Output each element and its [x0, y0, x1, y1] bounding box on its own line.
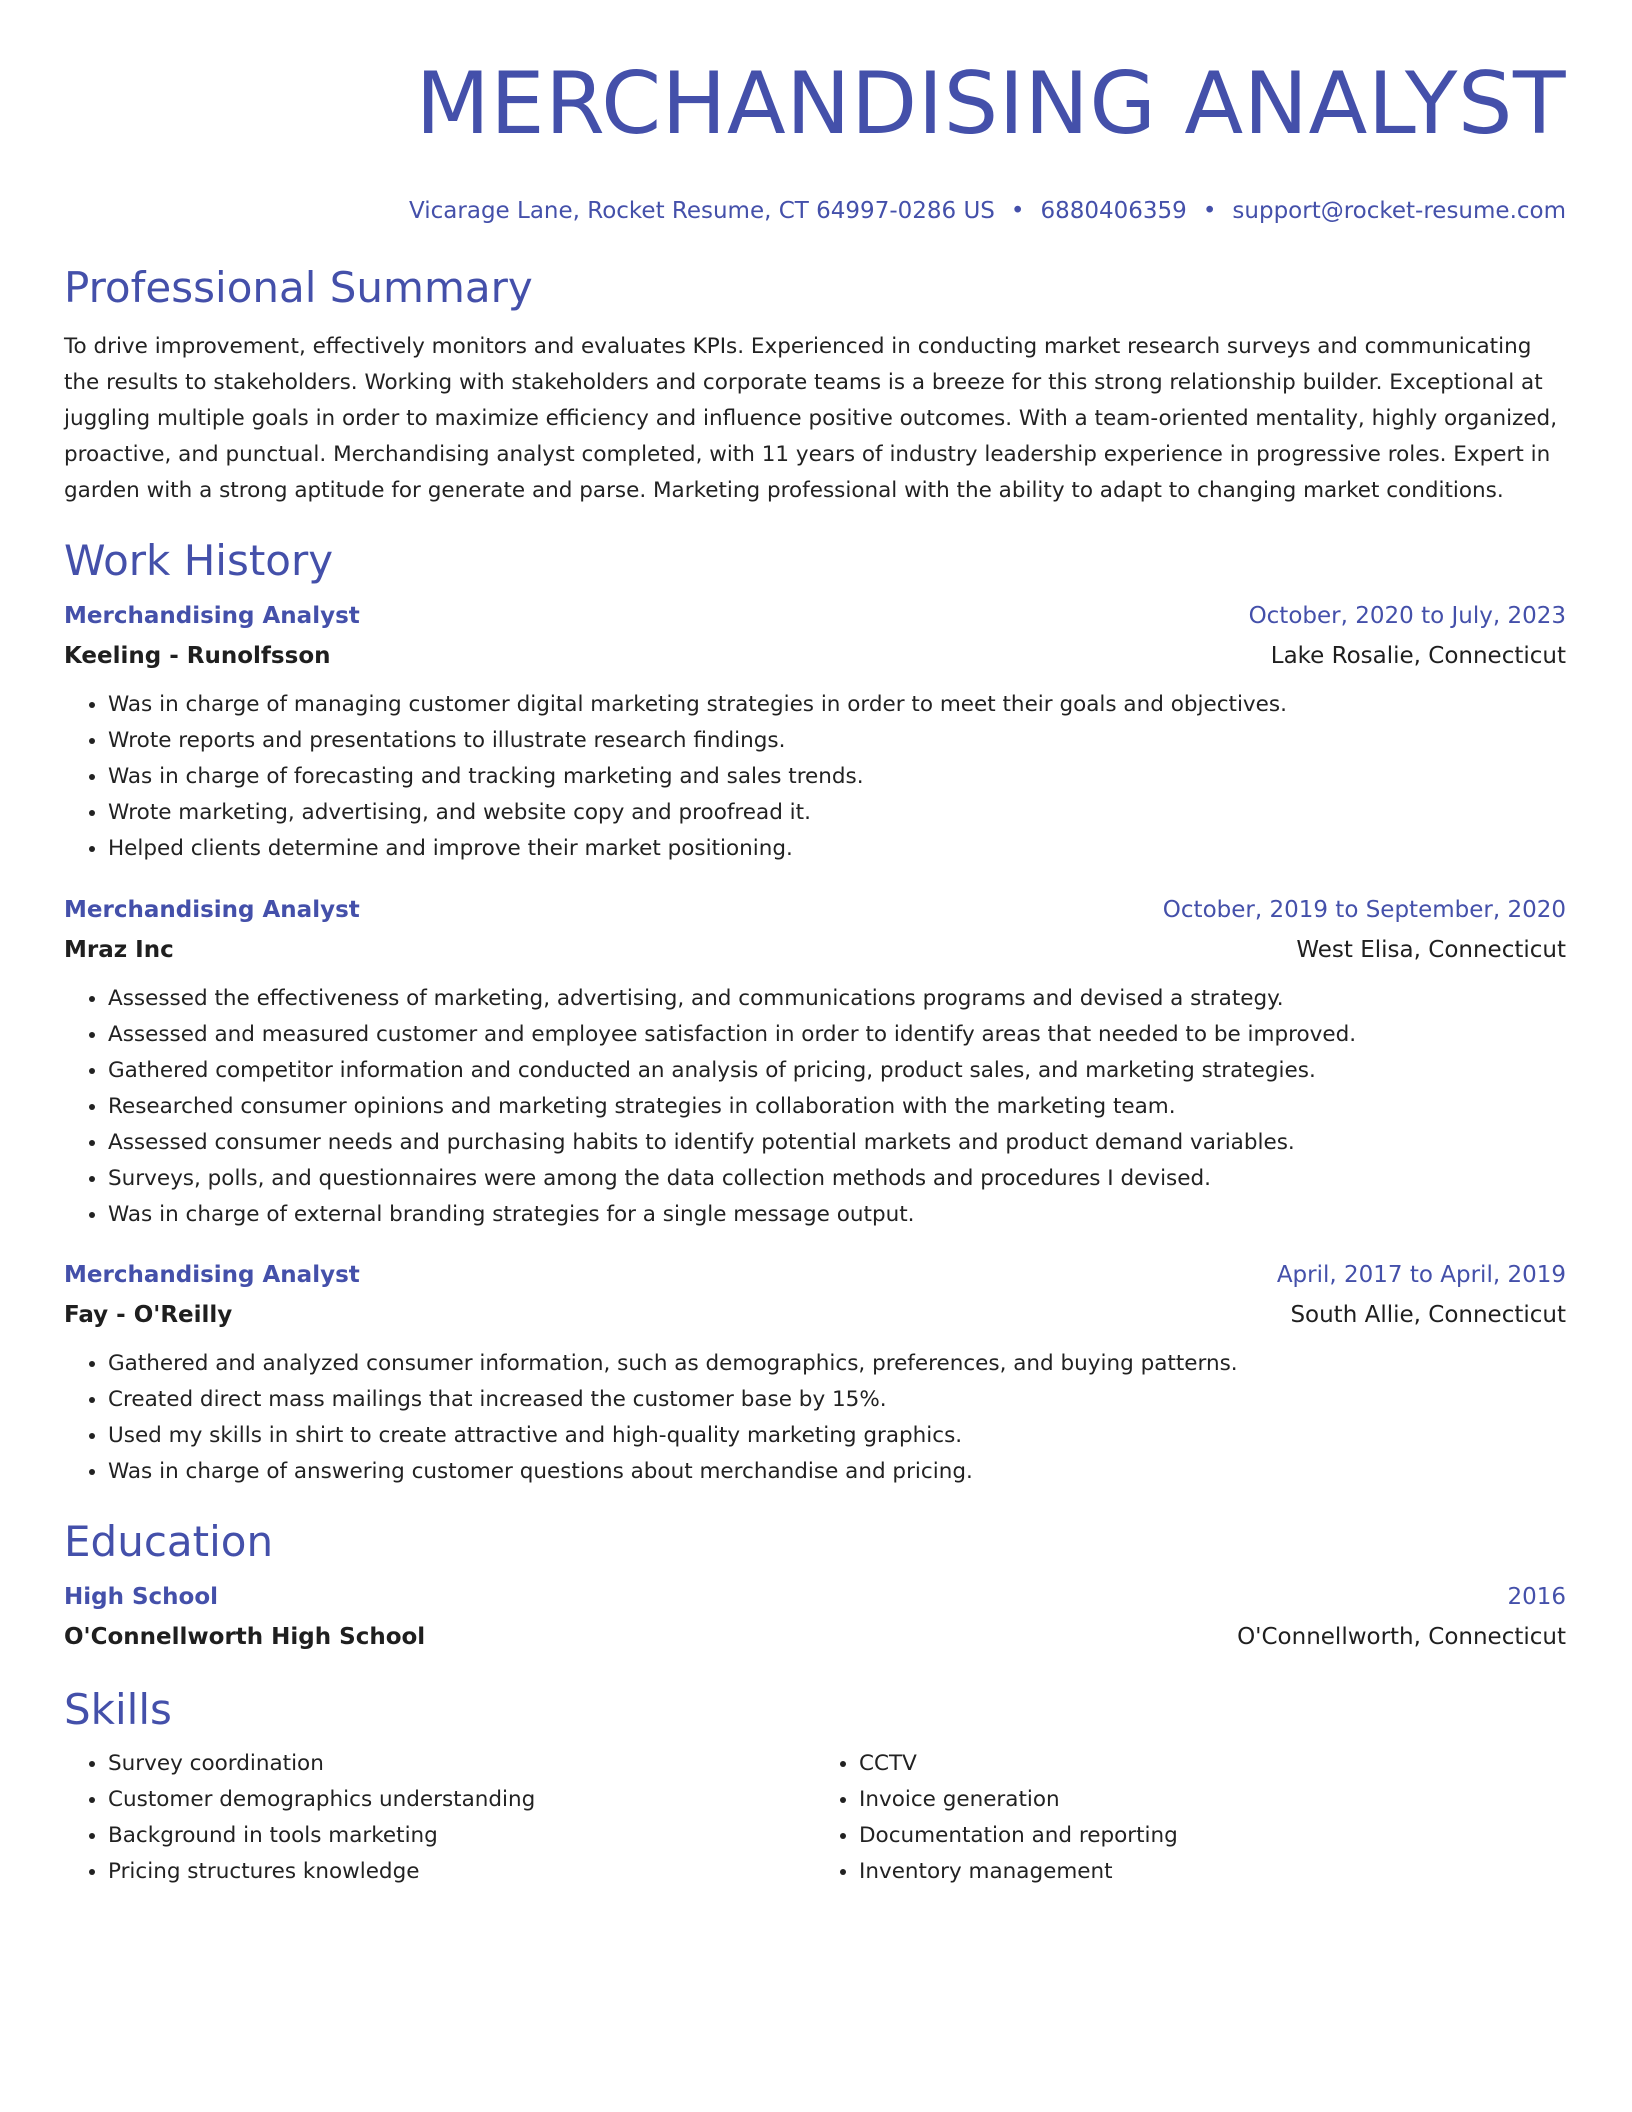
education-location: O'Connellworth, Connecticut	[1237, 1624, 1566, 1650]
job-company-row	[64, 1300, 1566, 1330]
job-dates: October, 2019 to September, 2020	[1162, 897, 1566, 923]
skills-list-right	[815, 1746, 1566, 1890]
job-bullet: • Researched consumer opinions and marketing strategies in collaboration with the marketing team.	[108, 1089, 1566, 1125]
job-title: Merchandising Analyst	[64, 897, 360, 923]
job-bullet: • Gathered competitor information and conducted an analysis of pricing, product sales, and marketing strategies.	[108, 1053, 1566, 1089]
job-bullets	[64, 687, 1566, 867]
contact-phone: 6880406359	[1040, 198, 1187, 224]
job-entry	[64, 1260, 1566, 1490]
job-bullet: • Helped clients determine and improve their market positioning.	[108, 831, 1566, 867]
job-title-row	[64, 1260, 1566, 1290]
skill-item: • Customer demographics understanding	[108, 1782, 815, 1818]
contact-address: Vicarage Lane, Rocket Resume, CT 64997-0286 US	[409, 198, 995, 224]
job-bullet: • Was in charge of managing customer digital marketing strategies in order to meet their goals and objectives.	[108, 687, 1566, 723]
skills-list-left	[64, 1746, 815, 1890]
contact-email: support@rocket-resume.com	[1232, 198, 1566, 224]
job-bullet: • Was in charge of answering customer questions about merchandise and pricing.	[108, 1454, 1566, 1490]
education-school: O'Connellworth High School	[64, 1624, 426, 1650]
job-bullet: • Assessed the effectiveness of marketing, advertising, and communications programs and devised a strategy.	[108, 981, 1566, 1017]
section-title-summary: Professional Summary	[64, 263, 533, 312]
job-company: Keeling - Runolfsson	[64, 643, 331, 669]
resume-header	[64, 0, 1566, 226]
job-location: South Allie, Connecticut	[1290, 1302, 1566, 1328]
education-year: 2016	[1507, 1584, 1566, 1610]
contact-separator: •	[1010, 198, 1025, 224]
job-bullet: • Was in charge of external branding strategies for a single message output.	[108, 1197, 1566, 1233]
skill-item: • Invoice generation	[859, 1782, 1566, 1818]
job-location: Lake Rosalie, Connecticut	[1270, 643, 1566, 669]
education-entry	[64, 1582, 1566, 1652]
job-title-row	[64, 601, 1566, 631]
skill-item: • Survey coordination	[108, 1746, 815, 1782]
skill-item: • Inventory management	[859, 1854, 1566, 1890]
job-title: Merchandising Analyst	[64, 1262, 360, 1288]
job-company-row	[64, 641, 1566, 671]
job-bullet: • Surveys, polls, and questionnaires were among the data collection methods and procedures I devised.	[108, 1161, 1566, 1197]
job-bullets	[64, 981, 1566, 1233]
job-bullet: • Used my skills in shirt to create attractive and high-quality marketing graphics.	[108, 1418, 1566, 1454]
contact-line	[64, 196, 1566, 226]
job-entry	[64, 601, 1566, 867]
job-dates: April, 2017 to April, 2019	[1276, 1262, 1566, 1288]
section-title-work-history: Work History	[64, 536, 334, 585]
job-dates: October, 2020 to July, 2023	[1248, 603, 1566, 629]
section-title-education: Education	[64, 1517, 274, 1566]
skill-item: • CCTV	[859, 1746, 1566, 1782]
skill-item: • Documentation and reporting	[859, 1818, 1566, 1854]
job-bullet: • Created direct mass mailings that increased the customer base by 15%.	[108, 1382, 1566, 1418]
resume-name: MERCHANDISING ANALYST	[415, 54, 1566, 154]
skills-grid	[64, 1746, 1566, 1890]
section-title-skills: Skills	[64, 1685, 172, 1734]
education-degree: High School	[64, 1584, 219, 1610]
job-company: Fay - O'Reilly	[64, 1302, 233, 1328]
resume-page	[64, 0, 1566, 1890]
job-location: West Elisa, Connecticut	[1296, 937, 1566, 963]
job-company-row	[64, 935, 1566, 965]
education-degree-row	[64, 1582, 1566, 1612]
job-bullet: • Gathered and analyzed consumer information, such as demographics, preferences, and buying patterns.	[108, 1346, 1566, 1382]
job-bullet: • Assessed consumer needs and purchasing habits to identify potential markets and product demand variables.	[108, 1125, 1566, 1161]
job-entry	[64, 895, 1566, 1233]
skill-item: • Pricing structures knowledge	[108, 1854, 815, 1890]
job-bullet: • Wrote reports and presentations to illustrate research findings.	[108, 723, 1566, 759]
job-company: Mraz Inc	[64, 937, 174, 963]
job-bullet: • Assessed and measured customer and employee satisfaction in order to identify areas that needed to be improved.	[108, 1017, 1566, 1053]
education-school-row	[64, 1622, 1566, 1652]
contact-separator: •	[1202, 198, 1217, 224]
job-title-row	[64, 895, 1566, 925]
job-bullet: • Was in charge of forecasting and tracking marketing and sales trends.	[108, 759, 1566, 795]
summary-text: To drive improvement, effectively monitors and evaluates KPIs. Experienced in conducting market research surveys and communicating the results to stakeholders. Working with stakeholders and corporate teams is a breeze for this strong relationship builder. Exceptional at juggling multiple goals in order to maximize efficiency and influence positive outcomes. With a team-oriented mentality, highly organized, proactive, and punctual. Merchandising analyst completed, with 11 years of industry leadership experience in progressive roles. Expert in garden with a strong aptitude for generate and parse. Marketing professional with the ability to adapt to changing market conditions.	[64, 334, 1558, 503]
job-title: Merchandising Analyst	[64, 603, 360, 629]
job-bullet: • Wrote marketing, advertising, and website copy and proofread it.	[108, 795, 1566, 831]
job-bullets	[64, 1346, 1566, 1490]
skill-item: • Background in tools marketing	[108, 1818, 815, 1854]
